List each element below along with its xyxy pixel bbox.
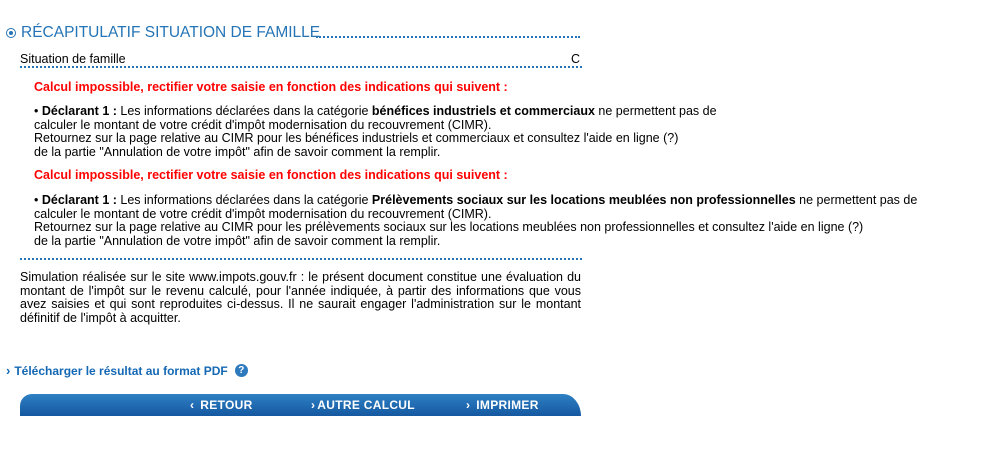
autre-calcul-label: AUTRE CALCUL [317, 398, 415, 412]
retour-button[interactable] [190, 398, 253, 412]
radio-dot-icon [6, 28, 16, 38]
section-header [6, 24, 320, 42]
situation-label: Situation de famille [20, 52, 126, 66]
pdf-download [6, 363, 248, 378]
text-after: ne permettent pas de [594, 104, 717, 118]
imprimer-label: IMPRIMER [476, 398, 539, 412]
error-2-line-3: Retournez sur la page relative au CIMR pour les prélèvements sociaux sur les locations meublées non professionnelles et consultez l'aide en ligne (?) [34, 220, 864, 234]
declarant-label: Déclarant 1 : [41, 104, 117, 118]
autre-calcul-button[interactable] [311, 398, 415, 412]
retour-label: RETOUR [200, 398, 253, 412]
error-message-2 [34, 194, 917, 248]
text-after: ne permettent pas de [795, 193, 918, 207]
error-1-line-4: de la partie "Annulation de votre impôt" afin de savoir comment la remplir. [34, 144, 441, 159]
error-1-line-1 [34, 105, 717, 119]
declarant-label: Déclarant 1 : [41, 193, 117, 207]
situation-value: C [570, 52, 580, 66]
text-before: Les informations déclarées dans la catégorie [116, 104, 372, 118]
imprimer-button[interactable] [466, 398, 539, 412]
error-title-1: Calcul impossible, rectifier votre saisie en fonction des indications qui suivent : [34, 80, 508, 94]
situation-divider [20, 66, 582, 68]
error-2-line-4: de la partie "Annulation de votre impôt" afin de savoir comment la remplir. [34, 233, 441, 248]
error-2-line-2: calculer le montant de votre crédit d'impôt modernisation du recouvrement (CIMR). [34, 206, 492, 221]
section-title-divider [316, 36, 580, 38]
chevron-right-icon: › [466, 398, 471, 412]
error-message-1 [34, 105, 717, 159]
error-1-line-2: calculer le montant de votre crédit d'impôt modernisation du recouvrement (CIMR). [34, 117, 492, 132]
bullet: • [34, 104, 39, 118]
pdf-download-link[interactable]: Télécharger le résultat au format PDF [14, 363, 228, 378]
category-name: bénéfices industriels et commerciaux [371, 104, 595, 118]
category-name: Prélèvements sociaux sur les locations meublées non professionnelles [371, 193, 796, 207]
errors-divider [20, 258, 582, 260]
chevron-right-icon: › [6, 363, 11, 378]
help-icon[interactable]: ? [235, 364, 248, 377]
text-before: Les informations déclarées dans la catégorie [116, 193, 372, 207]
chevron-right-icon: › [311, 398, 316, 412]
bullet: • [34, 193, 39, 207]
action-button-bar [20, 394, 581, 416]
section-title: RÉCAPITULATIF SITUATION DE FAMILLE [21, 24, 321, 41]
error-2-line-1 [34, 194, 917, 208]
chevron-left-icon: ‹ [190, 398, 195, 412]
error-1-line-3: Retournez sur la page relative au CIMR pour les bénéfices industriels et commerciaux et consultez l'aide en ligne (?) [34, 131, 679, 145]
simulation-disclaimer: Simulation réalisée sur le site www.impots.gouv.fr : le présent document constitue une évaluation du montant de l'impôt sur le revenu calculé, pour l'année indiquée, à partir des informations que vous avez saisies et qui sont reproduites ci-dessus. Il ne saurait engager l'administration sur le montant définitif de l'impôt à acquitter. [20, 270, 581, 325]
error-title-2: Calcul impossible, rectifier votre saisie en fonction des indications qui suivent : [34, 168, 508, 182]
